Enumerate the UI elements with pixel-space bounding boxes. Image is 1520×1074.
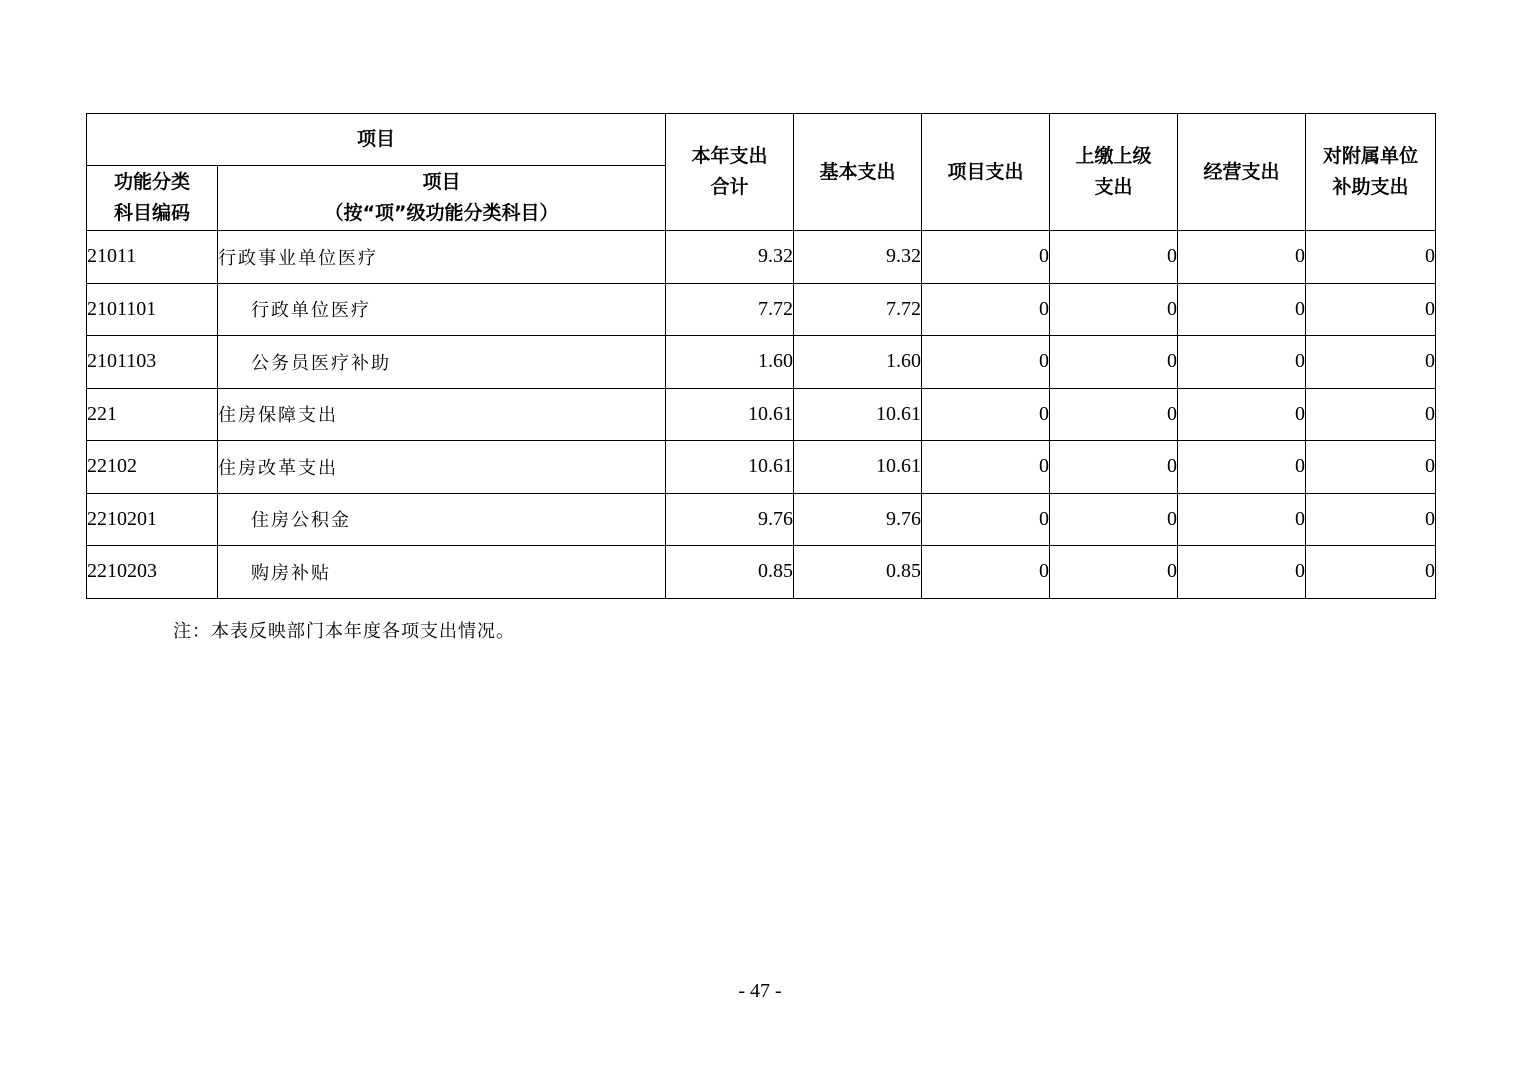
cell-total: 7.72 bbox=[666, 283, 794, 336]
cell-project: 0 bbox=[922, 336, 1050, 389]
cell-subsidy: 0 bbox=[1306, 388, 1436, 441]
cell-name: 住房公积金 bbox=[218, 493, 666, 546]
cell-upper: 0 bbox=[1050, 336, 1178, 389]
cell-code: 21011 bbox=[87, 231, 218, 284]
header-name-line2: （按“项”级功能分类科目） bbox=[324, 202, 559, 224]
cell-subsidy: 0 bbox=[1306, 493, 1436, 546]
cell-code: 221 bbox=[87, 388, 218, 441]
cell-operating: 0 bbox=[1178, 231, 1306, 284]
cell-basic: 10.61 bbox=[794, 388, 922, 441]
cell-operating: 0 bbox=[1178, 441, 1306, 494]
cell-operating: 0 bbox=[1178, 283, 1306, 336]
header-upper bbox=[1050, 114, 1178, 231]
cell-upper: 0 bbox=[1050, 283, 1178, 336]
cell-project: 0 bbox=[922, 493, 1050, 546]
cell-name: 住房保障支出 bbox=[218, 388, 666, 441]
cell-total: 9.32 bbox=[666, 231, 794, 284]
header-basic: 基本支出 bbox=[794, 114, 922, 231]
header-upper-line2: 支出 bbox=[1094, 176, 1133, 198]
cell-total: 9.76 bbox=[666, 493, 794, 546]
cell-code: 2210203 bbox=[87, 546, 218, 599]
header-code bbox=[87, 166, 218, 231]
header-subsidy-line2: 补助支出 bbox=[1332, 176, 1409, 198]
cell-subsidy: 0 bbox=[1306, 283, 1436, 336]
table-row bbox=[87, 388, 1436, 441]
expenditure-table bbox=[86, 113, 1436, 599]
header-name bbox=[218, 166, 666, 231]
header-name-line1: 项目 bbox=[422, 171, 461, 193]
cell-code: 2101101 bbox=[87, 283, 218, 336]
cell-upper: 0 bbox=[1050, 546, 1178, 599]
cell-basic: 0.85 bbox=[794, 546, 922, 599]
cell-subsidy: 0 bbox=[1306, 336, 1436, 389]
cell-code: 2210201 bbox=[87, 493, 218, 546]
cell-upper: 0 bbox=[1050, 493, 1178, 546]
header-subsidy bbox=[1306, 114, 1436, 231]
page-number: - 47 - bbox=[738, 980, 782, 1002]
table-row bbox=[87, 546, 1436, 599]
cell-name: 行政单位医疗 bbox=[218, 283, 666, 336]
header-total-line1: 本年支出 bbox=[691, 145, 768, 167]
cell-code: 2101103 bbox=[87, 336, 218, 389]
cell-upper: 0 bbox=[1050, 231, 1178, 284]
cell-subsidy: 0 bbox=[1306, 441, 1436, 494]
cell-project: 0 bbox=[922, 441, 1050, 494]
cell-project: 0 bbox=[922, 388, 1050, 441]
header-total bbox=[666, 114, 794, 231]
cell-total: 0.85 bbox=[666, 546, 794, 599]
cell-total: 10.61 bbox=[666, 388, 794, 441]
header-code-line1: 功能分类 bbox=[113, 171, 190, 193]
header-total-line2: 合计 bbox=[710, 176, 749, 198]
cell-basic: 7.72 bbox=[794, 283, 922, 336]
cell-project: 0 bbox=[922, 231, 1050, 284]
header-code-line2: 科目编码 bbox=[113, 202, 190, 224]
cell-basic: 9.76 bbox=[794, 493, 922, 546]
cell-name: 购房补贴 bbox=[218, 546, 666, 599]
header-item-group: 项目 bbox=[87, 114, 666, 166]
cell-upper: 0 bbox=[1050, 441, 1178, 494]
cell-total: 10.61 bbox=[666, 441, 794, 494]
cell-upper: 0 bbox=[1050, 388, 1178, 441]
cell-name: 公务员医疗补助 bbox=[218, 336, 666, 389]
header-subsidy-line1: 对附属单位 bbox=[1323, 145, 1419, 167]
cell-code: 22102 bbox=[87, 441, 218, 494]
header-upper-line1: 上缴上级 bbox=[1075, 145, 1152, 167]
table-note: 注：本表反映部门本年度各项支出情况。 bbox=[173, 621, 515, 642]
header-project: 项目支出 bbox=[922, 114, 1050, 231]
cell-basic: 1.60 bbox=[794, 336, 922, 389]
cell-name: 行政事业单位医疗 bbox=[218, 231, 666, 284]
cell-name: 住房改革支出 bbox=[218, 441, 666, 494]
cell-operating: 0 bbox=[1178, 546, 1306, 599]
cell-basic: 10.61 bbox=[794, 441, 922, 494]
cell-operating: 0 bbox=[1178, 336, 1306, 389]
cell-subsidy: 0 bbox=[1306, 231, 1436, 284]
cell-total: 1.60 bbox=[666, 336, 794, 389]
header-operating: 经营支出 bbox=[1178, 114, 1306, 231]
cell-basic: 9.32 bbox=[794, 231, 922, 284]
cell-operating: 0 bbox=[1178, 388, 1306, 441]
cell-project: 0 bbox=[922, 283, 1050, 336]
table-row bbox=[87, 493, 1436, 546]
header-row-1 bbox=[87, 114, 1436, 166]
cell-subsidy: 0 bbox=[1306, 546, 1436, 599]
cell-project: 0 bbox=[922, 546, 1050, 599]
table-row bbox=[87, 336, 1436, 389]
cell-operating: 0 bbox=[1178, 493, 1306, 546]
table-row bbox=[87, 283, 1436, 336]
table-row bbox=[87, 441, 1436, 494]
table-row bbox=[87, 231, 1436, 284]
